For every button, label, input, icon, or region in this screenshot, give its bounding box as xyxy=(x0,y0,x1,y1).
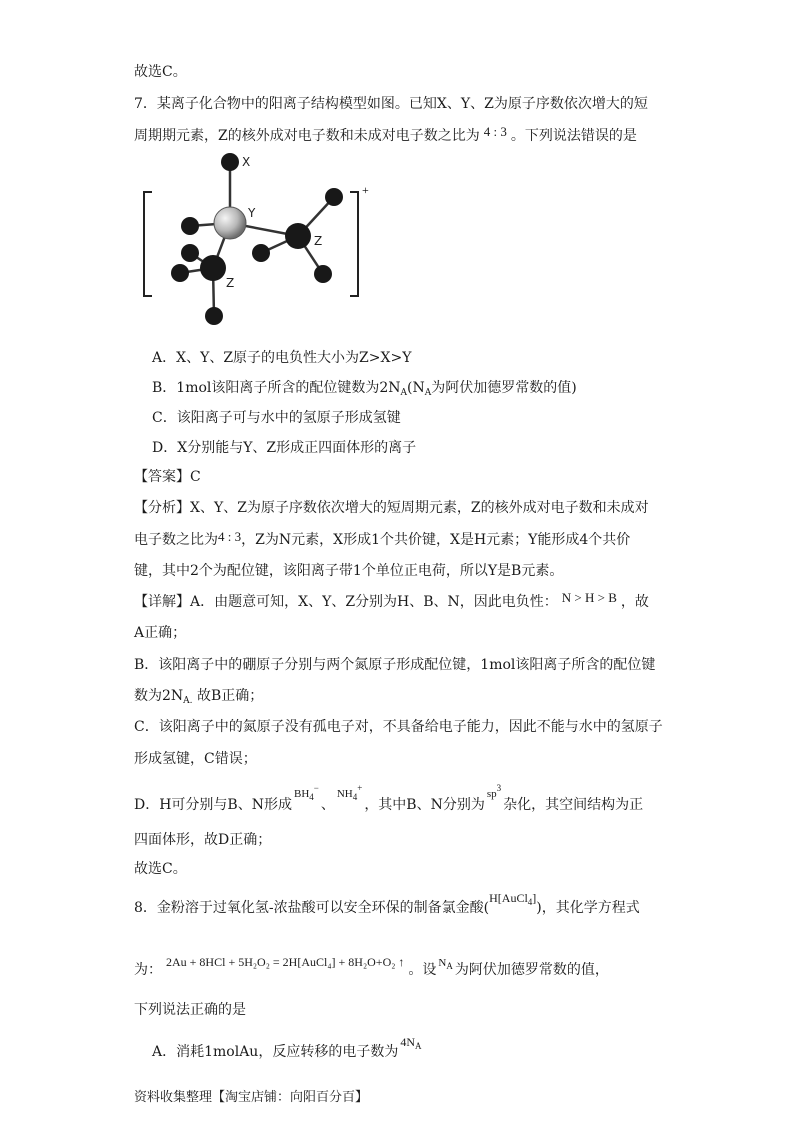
atom-h xyxy=(171,264,189,282)
detail-line4: 数为$2N_{A.}$ 故B正确； xyxy=(134,688,264,706)
detail-line8: 四面体形，故D正确； xyxy=(134,832,272,848)
atom-z-right xyxy=(285,223,311,249)
option-a: A．X、Y、Z原子的电负性大小为Z>X>Y xyxy=(152,350,412,366)
atom-h xyxy=(314,265,332,283)
analysis-line2: 电子数之比为4 : 3，Z为N元素，X形成1个共价键，X是H元素；Y能形成4个共价 xyxy=(134,529,631,548)
option-d: D．X分别能与Y、Z形成正四面体形的离子 xyxy=(152,440,417,456)
detail-line2: A正确； xyxy=(134,625,187,641)
answer: 【答案】C xyxy=(134,469,201,485)
question-8-option-a: A．消耗1molAu，反应转移的电子数为$4N_A$ xyxy=(152,1035,422,1060)
label-z-right: Z xyxy=(314,234,323,248)
cation-structure-figure xyxy=(138,150,378,330)
label-x: X xyxy=(242,155,251,169)
detail-line5: C．该阳离子中的氮原子没有孤电子对，不具备给电子能力，因此不能与水中的氢原子 xyxy=(134,719,663,735)
question-8-line1: 8．金粉溶于过氧化氢-浓盐酸可以安全环保的制备氯金酸(H[AuCl$_4$])，其化学方程式 xyxy=(134,891,640,916)
atom-h xyxy=(181,217,199,235)
atom-z-lower xyxy=(200,255,226,281)
question-7-line1: 7．某离子化合物中的阳离子结构模型如图。已知X、Y、Z为原子序数依次增大的短 xyxy=(134,96,648,112)
analysis-line1: 【分析】X、Y、Z为原子序数依次增大的短周期元素，Z的核外成对电子数和未成对 xyxy=(134,500,649,516)
charge-label: + xyxy=(362,183,369,197)
footer-source: 资料收集整理【淘宝店铺：向阳百分百】 xyxy=(134,1090,369,1105)
text-line: 故选C。 xyxy=(134,64,187,80)
detail-line1: 【详解】A．由题意可知，X、Y、Z分别为H、B、N，因此电负性： N > H > B ，故 xyxy=(134,590,649,610)
conclusion: 故选C。 xyxy=(134,861,187,877)
analysis-line3: 键，其中2个为配位键，该阳离子带1个单位正电荷，所以Y是B元素。 xyxy=(134,563,564,579)
atom-h xyxy=(325,188,343,206)
detail-line3: B．该阳离子中的硼原子分别与两个氮原子形成配位键，1mol该阳离子所含的配位键 xyxy=(134,657,656,673)
atom-x-top xyxy=(221,153,239,171)
left-bracket xyxy=(144,192,152,296)
detail-line7: D．H可分别与B、N形成$^{BH_4^-}$、$^{NH_4^+}$，其中B、N分别为$^{sp^3}$杂化，其空间结构为正 xyxy=(134,783,644,813)
question-8-line3: 下列说法正确的是 xyxy=(134,1002,246,1018)
option-c: C．该阳离子可与水中的氢原子形成氢键 xyxy=(152,410,401,426)
question-7-line2: 周期期元素，Z的核外成对电子数和未成对电子数之比为 4 : 3 。下列说法错误的是 xyxy=(134,124,637,144)
atom-h xyxy=(205,307,223,325)
atom-h xyxy=(181,244,199,262)
right-bracket xyxy=(350,192,358,296)
label-z-lower: Z xyxy=(226,276,235,290)
question-8-line2: 为： 2Au + 8HCl + 5H₂O₂ = 2H[AuCl₄] + 8H₂O+O₂ ↑ 。设 $^{N_A}$ 为阿伏加德罗常数的值， xyxy=(134,955,609,978)
label-y: Y xyxy=(248,206,256,220)
detail-line6: 形成氢键，C错误； xyxy=(134,751,257,767)
atom-y-center xyxy=(214,207,246,239)
atom-h xyxy=(252,244,270,262)
option-b: B．1mol该阳离子所含的配位键数为$2N_A(N_A$为阿伏加德罗常数的值) xyxy=(152,380,577,398)
